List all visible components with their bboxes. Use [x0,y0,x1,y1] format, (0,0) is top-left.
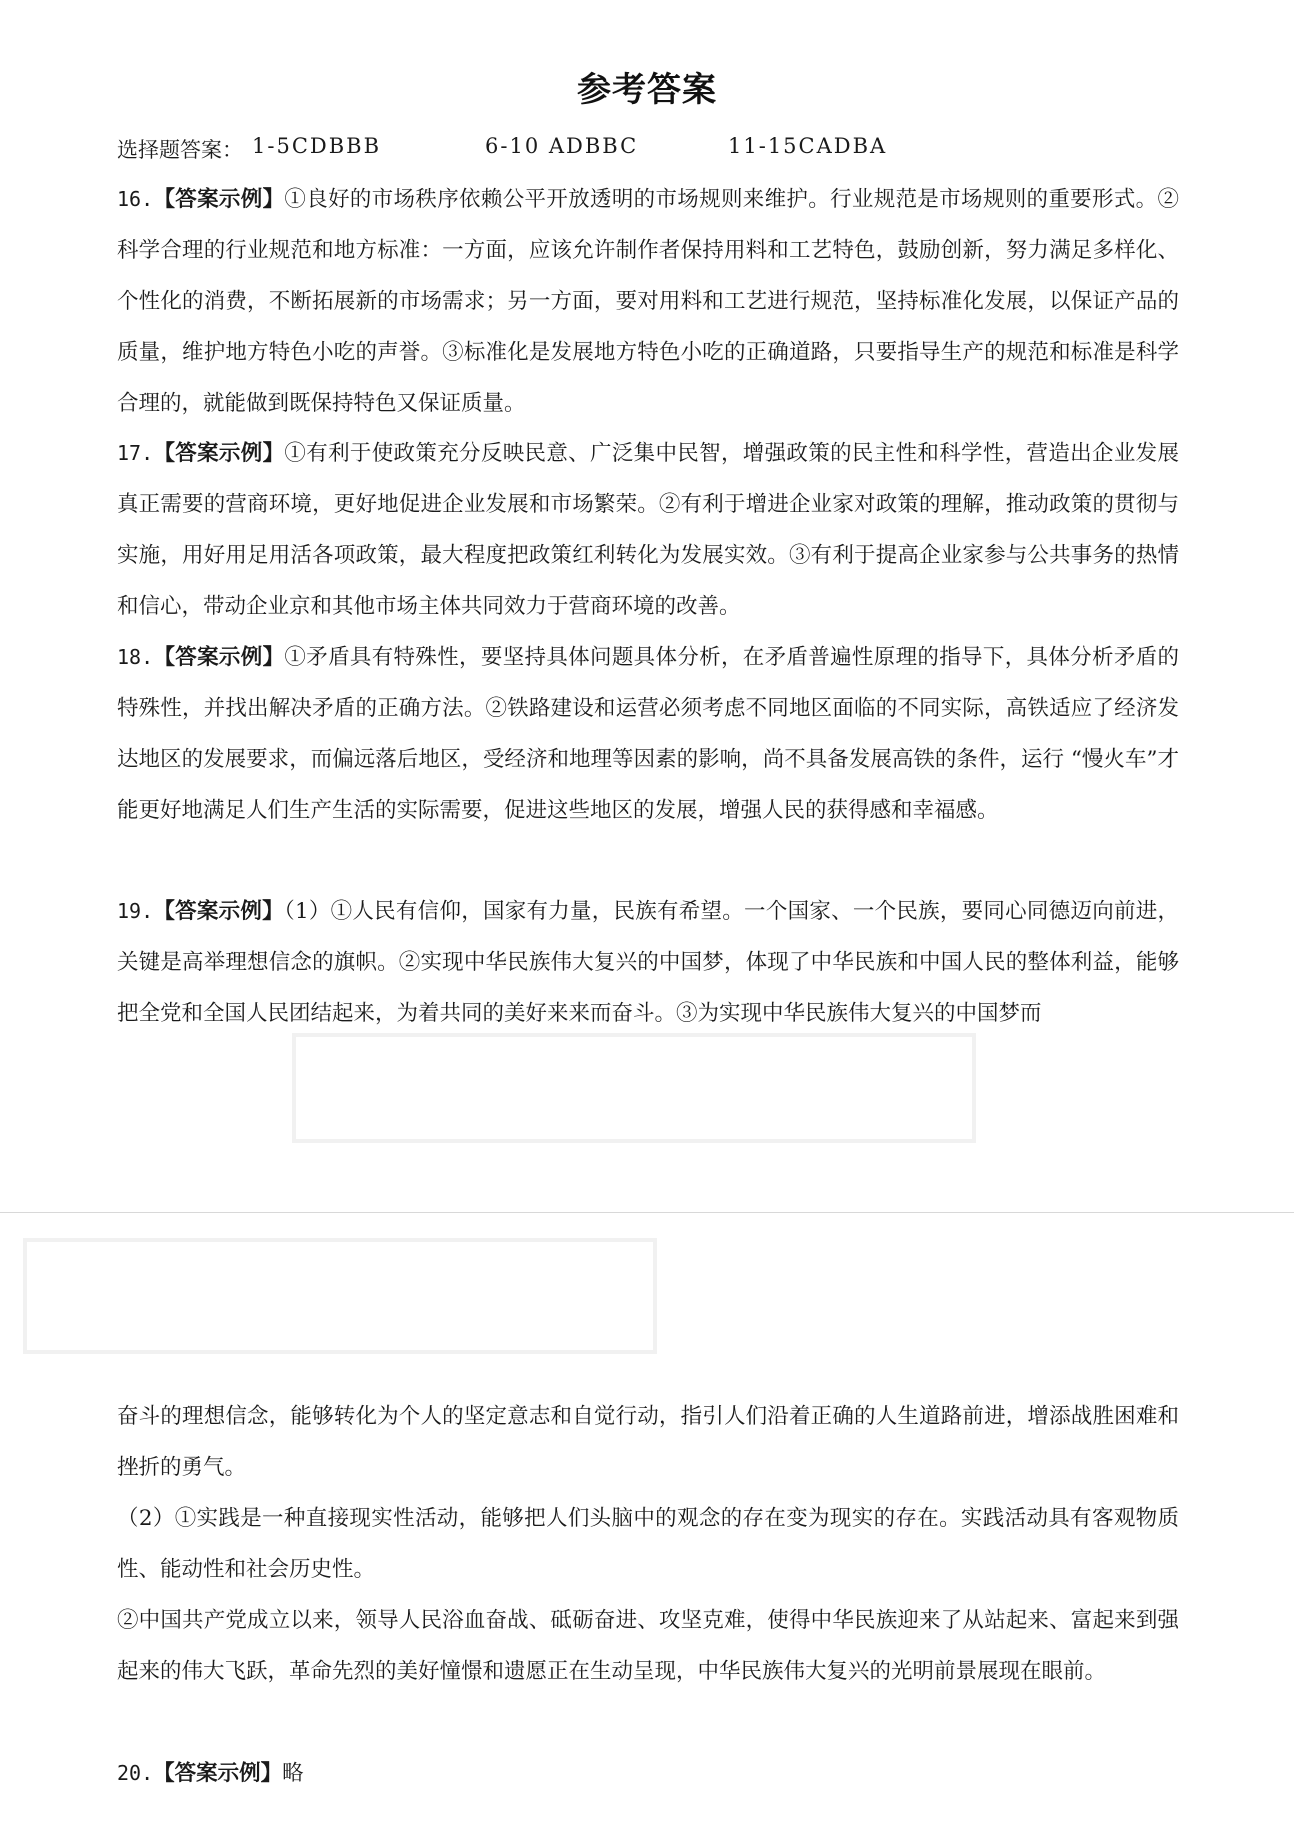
answer-18 [117,632,1179,836]
answer-19-part1-start [117,886,1179,1039]
blank-box [23,1238,657,1354]
answer-19-part1-end [117,1391,1179,1493]
answer-page-2 [0,1213,1294,1830]
mc-group-1: 1-5CDBBB [252,134,382,158]
blank-box [292,1033,976,1143]
answer-text: ②中国共产党成立以来，领导人民浴血奋战、砥砺奋进、攻坚克难，使得中华民族迎来了从站起来、富起来到强起来的伟大飞跃，革命先烈的美好憧憬和遗愿正在生动呈现，中华民族伟大复兴的光明前景展现在眼前。 [117,1608,1179,1684]
answer-text: （2）①实践是一种直接现实性活动，能够把人们头脑中的观念的存在变为现实的存在。实践活动具有客观物质性、能动性和社会历史性。 [117,1506,1179,1582]
answer-19-part2-b [117,1595,1179,1697]
answer-text: ①矛盾具有特殊性，要坚持具体问题具体分析，在矛盾普遍性原理的指导下，具体分析矛盾的特殊性，并找出解决矛盾的正确方法。②铁路建设和运营必须考虑不同地区面临的不同实际，高铁适应了经济发达地区的发展要求，而偏远落后地区，受经济和地理等因素的影响，尚不具备发展高铁的条件，运行 “慢火车”才能更好地满足人们生产生活的实际需要，促进这些地区的发展，增强人民的获得感和幸福感。 [117,645,1179,823]
answer-text: 奋斗的理想信念，能够转化为个人的坚定意志和自觉行动，指引人们沿着正确的人生道路前进，增添战胜困难和挫折的勇气。 [117,1404,1179,1480]
answer-text: 略 [282,1761,304,1786]
answer-16 [117,174,1179,429]
question-number: 20. [117,1761,154,1785]
answer-tag: 【答案示例】 [153,899,284,924]
question-number: 19. [117,899,154,923]
question-number: 16. [117,187,154,211]
answer-19-part2-a [117,1493,1179,1595]
mc-group-3: 11-15CADBA [728,134,888,158]
answer-20 [117,1748,1179,1799]
answer-text: （1）①人民有信仰，国家有力量，民族有希望。一个国家、一个民族，要同心同德迈向前进，关键是高举理想信念的旗帜。②实现中华民族伟大复兴的中国梦，体现了中华民族和中国人民的整体利益，能够把全党和全国人民团结起来，为着共同的美好来来而奋斗。③为实现中华民族伟大复兴的中国梦而 [117,899,1179,1026]
answer-tag: 【答案示例】 [153,645,285,670]
answer-text: ①有利于使政策充分反映民意、广泛集中民智，增强政策的民主性和科学性，营造出企业发展真正需要的营商环境，更好地促进企业发展和市场繁荣。②有利于增进企业家对政策的理解，推动政策的贯彻与实施，用好用足用活各项政策，最大程度把政策红利转化为发展实效。③有利于提高企业家参与公共事务的热情和信心，带动企业京和其他市场主体共同效力于营商环境的改善。 [117,441,1179,619]
answer-text: ①良好的市场秩序依赖公平开放透明的市场规则来维护。行业规范是市场规则的重要形式。②科学合理的行业规范和地方标准：一方面，应该允许制作者保持用料和工艺特色，鼓励创新，努力满足多样化、个性化的消费，不断拓展新的市场需求；另一方面，要对用料和工艺进行规范，坚持标准化发展，以保证产品的质量，维护地方特色小吃的声誉。③标准化是发展地方特色小吃的正确道路，只要指导生产的规范和标准是科学合理的，就能做到既保持特色又保证质量。 [117,187,1179,416]
question-number: 18. [117,645,154,669]
page-title: 参考答案 [577,70,717,110]
answer-tag: 【答案示例】 [153,187,285,212]
question-number: 17. [117,441,154,465]
answer-tag: 【答案示例】 [153,1761,283,1786]
answer-tag: 【答案示例】 [153,441,285,466]
mc-label: 选择题答案： [117,138,243,162]
mc-group-2: 6-10 ADBBC [485,134,639,158]
answer-17 [117,428,1179,632]
